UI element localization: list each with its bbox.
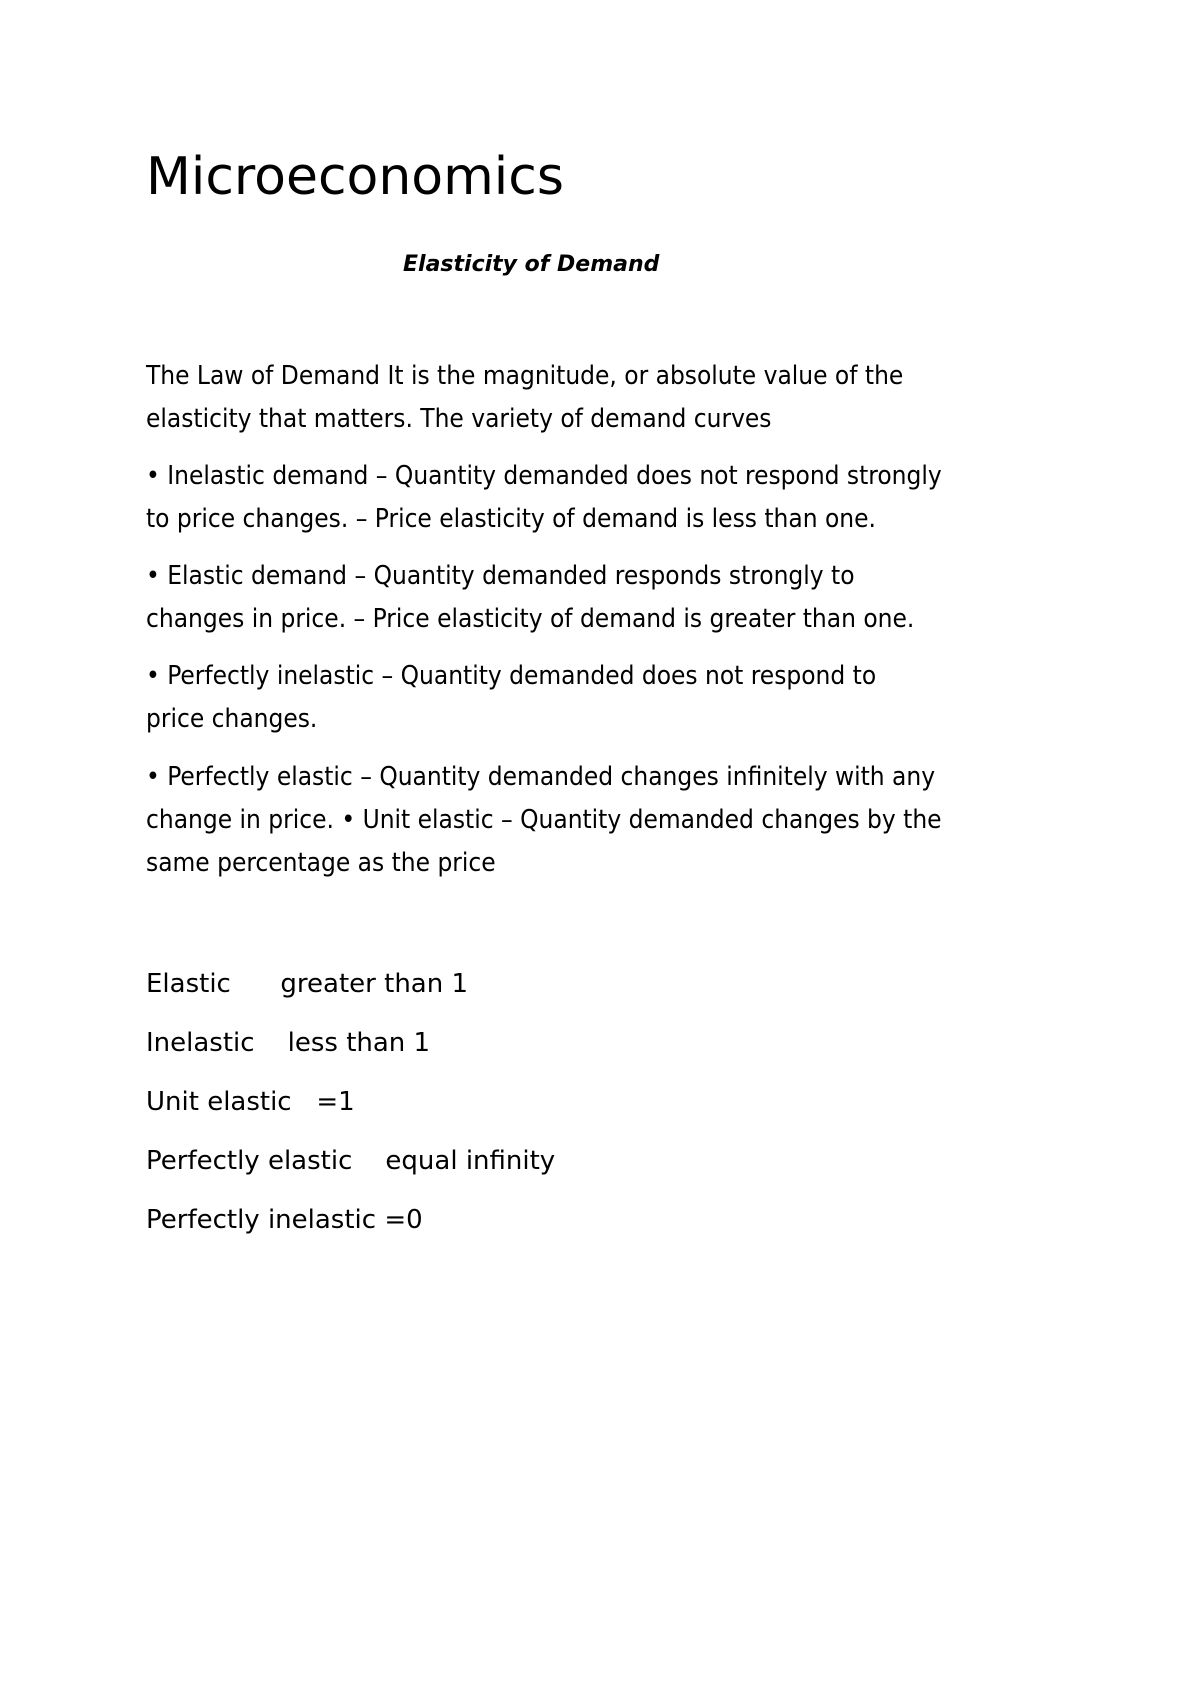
paragraph-line: to price changes. – Price elasticity of demand is less than one. [146,504,876,534]
summary-row-inelastic: Inelastic less than 1 [146,1028,431,1058]
paragraph-perfectly-inelastic [146,655,1086,741]
paragraph-line: elasticity that matters. The variety of demand curves [146,404,772,434]
paragraph-line: • Elastic demand – Quantity demanded responds strongly to [146,561,855,591]
paragraph-line: price changes. [146,704,318,734]
paragraph-perfectly-elastic [146,756,1086,885]
summary-row-unit-elastic: Unit elastic =1 [146,1087,355,1117]
paragraph-elastic-demand [146,555,1086,641]
document-subtitle: Elasticity of Demand [403,252,660,277]
summary-row-perfectly-elastic: Perfectly elastic equal infinity [146,1146,556,1176]
document-title: Microeconomics [146,147,564,207]
paragraph-line: The Law of Demand It is the magnitude, or absolute value of the [146,361,904,391]
paragraph-line: • Perfectly elastic – Quantity demanded changes infinitely with any [146,762,936,792]
paragraph-law-of-demand [146,355,1086,441]
paragraph-line: • Inelastic demand – Quantity demanded does not respond strongly [146,461,942,491]
paragraph-line: same percentage as the price [146,848,496,878]
summary-row-elastic: Elastic greater than 1 [146,969,469,999]
paragraph-inelastic-demand [146,455,1086,541]
paragraph-line: change in price. • Unit elastic – Quantity demanded changes by the [146,805,942,835]
summary-row-perfectly-inelastic: Perfectly inelastic =0 [146,1205,423,1235]
paragraph-line: • Perfectly inelastic – Quantity demanded does not respond to [146,661,877,691]
paragraph-line: changes in price. – Price elasticity of demand is greater than one. [146,604,915,634]
